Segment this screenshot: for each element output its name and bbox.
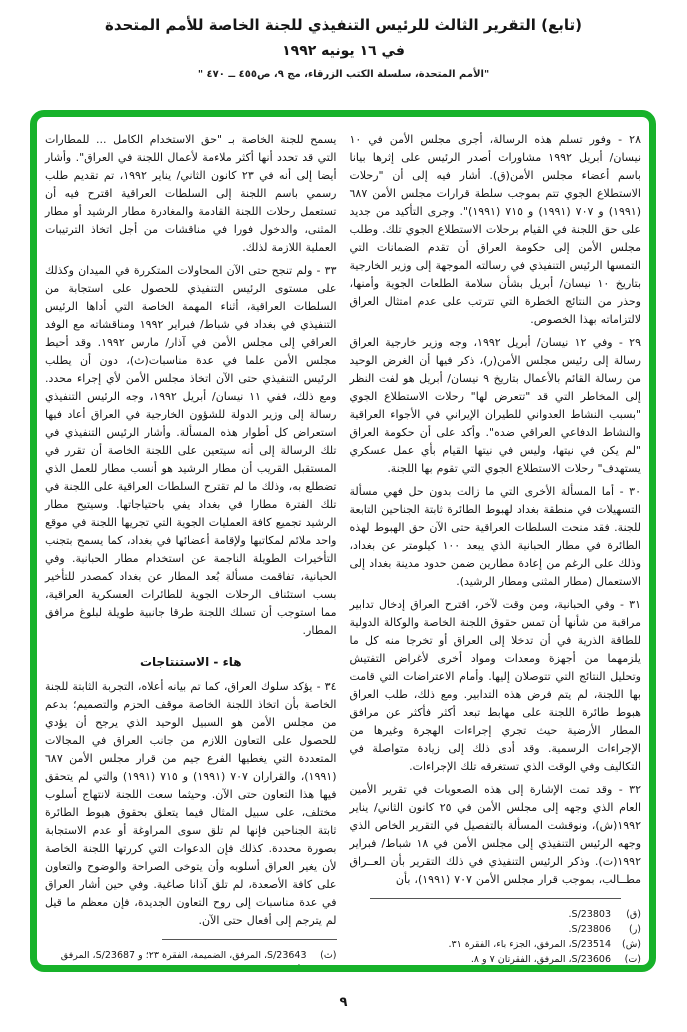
footnote-marker: (ر) — [628, 924, 641, 935]
footnote — [45, 948, 337, 972]
footnote-separator — [370, 898, 621, 899]
paragraph-31: ٣١ - وفي الحبانية، ومن وقت لآخر، اقترح العراق إدخال تدابير مراقبة من شأنها أن تمس حقوق اللجنة الخاصة والوكالة الدولية للطاقة الذرية في أن تدخلا إلى العراق أو تخرجا منه كل ما يلزمهما من أجهزة ومعدات ومواد أخرى لأغراض التفتيش وتحليل النتائج التي تتوصلان إليها. وأمام الاعتراضات التي قامت بها اللجنة، لم يتم فرض هذه التدابير. ومع ذلك، طلب العراق هبوط طائرة اللجنة على مهابط تبعد أكثر فأكثر عن مرافق المطار الأرضية حيث تجري إجراءات الهجرة وغيرها من الإجراءات الرسمية. وقد أدى ذلك إلى زيادة متواصلة في التكاليف وفي الوقت الذي تستغرقه تلك الإجراءات. — [349, 598, 641, 773]
document-title: (تابع) التقرير الثالث للرئيس التنفيذي للجنة الخاصة للأمم المتحدة — [104, 16, 582, 34]
paragraph-30: ٣٠ - أما المسألة الأخرى التي ما زالت بدون حل فهي مسألة التسهيلات في منطقة بغداد لهبوط الطائرة ثابتة الجناحين التابعة للجنة. فقد منحت السلطات العراقية حتى الآن حق الهبوط لهذه الطائرة في مطار الحبانية الذي يبعد ١٠٠ كيلومتر عن بغداد، وذلك على الرغم من إعادة مطارين ضمن حدود مدينة بغداد إلى الاستعمال (مطار المثنى ومطار الرشيد). — [349, 485, 641, 588]
footnote-text: S/23514، المرفق، الجزء باء، الفقرة ٣١. — [448, 939, 611, 950]
footnote-marker: (ث) — [320, 950, 337, 961]
paragraph-33: ٣٣ - ولم تنجح حتى الآن المحاولات المتكررة في الميدان وكذلك على مستوى الرئيس التنفيذي للحصول على استجابة من السلطات العراقية، أثناء المهمة الخاصة التي أداها الرئيس التنفيذي في بغداد في شباط/ فبراير ١٩٩٢ ومناقشاته مع الوفد العراقي إلى مجلس الأمن في آذار/ مارس ١٩٩٢. وقد أحيط مجلس الأمن علما في عدة مناسبات(ث)، دون أن يطلب الرئيس التنفيذي حتى الآن اتخاذ مجلس الأمن لأي إجراء محدد. ومع ذلك، ففي ١١ نيسان/ أبريل ١٩٩٢، وجه الرئيس التنفيذي رسالة إلى وزير الدولة للشؤون الخارجية في العراق أعاد فيها استعراض كل أطوار هذه المسألة. وأشار الرئيس التنفيذي في تلك الرسالة إلى أنه سيتعين على اللجنة الخاصة أن تقرر في المستقبل القريب أن مطار الرشيد هو أنسب مطار للعمل الذي تضطلع به، وذلك ما لم تقترح السلطات العراقية على اللجنة في تلك الفترة مطارا في بغداد يفي باحتياجاتها. وسيتيح مطار الرشيد تجميع كافة العمليات الجوية التي تجريها اللجنة في موقع واحد ملائم لمكاتبها ولإقامة أعضائها في بغداد، كما يسمح بتجنب التأخيرات الطويلة الناجمة عن استخدام مطار الحبانية. وفي الحبانية، تفاقمت مسألة بُعد المطار عن بغداد كمصدر للتأخير بسب استئناف الرحلات الجوية للطائرات العسكرية العراقية، مما استوجب أن تسلك اللجنة طرقا جانبية طويلة لبلوغ مرافق المطار. — [45, 264, 337, 637]
footnote — [350, 937, 642, 952]
column-right — [349, 131, 642, 965]
document-date: في ١٦ يونيه ١٩٩٢ — [282, 43, 405, 59]
footnotes-right — [350, 894, 642, 967]
column-left — [45, 131, 337, 972]
footnote-text: S/23606، المرفق، الفقرتان ٧ و ٨. — [470, 954, 611, 965]
paragraph-32: ٣٢ - وقد تمت الإشارة إلى هذه الصعوبات في تقرير الأمين العام الذي وجهه إلى مجلس الأمن في ٢٥ كانون الثاني/ يناير ١٩٩٢(ش)، ونوقشت المسألة بالتفصيل في التقرير الخاص الذي وجهه الرئيس التنفيذي إلى مجلس الأمن في ١٨ شباط/ فبراير ١٩٩٢(ت). وذكر الرئيس التنفيذي في ذلك التقرير بأن العــراق مطــالب، بموجب قرار مجلس الأمن ٧٠٧ (١٩٩١)، بأن — [349, 783, 642, 886]
footnote — [350, 952, 642, 967]
footnote-marker: (ش) — [621, 939, 641, 950]
document-source-citation: "الأمم المتحدة، سلسلة الكتب الزرقاء، مج ٩، ص٤٥٥ ــ ٤٧٠ " — [197, 69, 490, 80]
footnote — [350, 922, 642, 937]
footnote-text: S/23643، المرفق، الضميمة، الفقرة ٢٣؛ و S/23687، المرفق الأول، الفقرة ١٧. — [60, 950, 307, 972]
footnote-text: S/23806. — [568, 924, 611, 935]
paragraph-29: ٢٩ - وفي ١٢ نيسان/ أبريل ١٩٩٢، وجه وزير خارجية العراق رسالة إلى رئيس مجلس الأمن(ر)، ذكر فيها أن الغرض الوحيد من رسالة القائم بالأعمال بتاريخ ٩ نيسان/ أبريل هو لفت النظر إلى المخاطر التي قد "تتعرض لها" رحلات الاستطلاع الجوي "بسبب النشاط العدواني للطيران الإيراني في الأجواء العراقية والنشاط الدفاعي العراقي ضده". وأكد على أن حكومة العراق "لم يكن في نيتها، وليس في نيتها القيام بأي عمل عسكري يستهدف" رحلات الاستطلاع الجوي التي تقوم بها اللجنة. — [349, 336, 641, 475]
footnote-text: S/23803. — [568, 909, 611, 920]
section-heading-conclusions: هاء - الاستنتاجات — [139, 655, 242, 669]
content-frame — [30, 110, 656, 972]
footnote-marker: (ت) — [624, 954, 641, 965]
paragraph-28: ٢٨ - وفور تسلم هذه الرسالة، أجرى مجلس الأمن في ١٠ نيسان/ أبريل ١٩٩٢ مشاورات أصدر الرئيس على إثرها بيانا باسم أعضاء مجلس الأمن(ق). أشار فيه إلى أن "رحلات الاستطلاع الجوي تتم بموجب سلطة قرارات مجلس الأمن ٦٨٧ (١٩٩١) و ٧٠٧ (١٩٩١) و ٧١٥ (١٩٩١)". وجرى التأكيد من جديد على حق اللجنة في القيام برحلات الاستطلاع الجوي تلك. وطلب مجلس الأمن إلى حكومة العراق أن تقدم الضمانات التي التمسها الرئيس التنفيذي في رسالته الموجهة إلى وزير الخارجية بتاريخ ١٠ نيسان/ أبريل بشأن سلامة الطلعات الجوية وأمنها، وحذر من النتائج الخطرة التي تترتب على عدم امتثال العراق لالتزاماته بهذا الخصوص. — [349, 133, 642, 326]
footnote-marker: (ق) — [626, 909, 641, 920]
footnote — [350, 907, 642, 922]
paragraph-continuation: يسمح للجنة الخاصة بـ "حق الاستخدام الكامل ... للمطارات التي قد تحدد أنها أكثر ملاءمة لأعمال اللجنة في العراق". وأشار أيضا إلى أنه في ٢٣ كانون الثاني/ يناير ١٩٩٢، تم تقديم طلب رسمي باسم اللجنة إلى السلطات العراقية اقترح فيه أن تستعمل رحلات اللجنة القادمة والمغادرة مطار الرشيد أو مطار المثنى، والدخول فورا في مناقشات من أجل اتخاذ الترتيبات العملية اللازمة لذلك. — [45, 133, 337, 254]
document-header — [0, 16, 687, 80]
footnote-separator — [162, 939, 337, 940]
paragraph-34: ٣٤ - يؤكد سلوك العراق، كما تم بيانه أعلاه، التجربة الثابتة للجنة الخاصة بأن اتخاذ اللجنة الخاصة موقف الحزم والتصميم؛ بدعم من مجلس الأمن هو السبيل الوحيد الذي يرجح أن يؤدي للحصول على التعاون اللازم من جانب العراق في المجالات المتعددة التي يغطيها الفرع جيم من قرار مجلس الأمن ٦٨٧ (١٩٩١)، والقراران ٧٠٧ (١٩٩١) و ٧١٥ (١٩٩١) والتي لم يتحقق فيها هذا التعاون حتى الآن. وحيثما سعت اللجنة لانتهاج أسلوب مختلف، على سبيل المثال فيما يتعلق بحقوق هبوط الطائرة ثابتة الجناحين فإنها لم تلق سوى المراوغة أو عدم الاستجابة بصورة محددة. كذلك فإن الدعوات التي كررتها اللجنة الخاصة لأن يغير العراق أسلوبه وأن يتوخى الصراحة والوضوح والتعاون على كافة الأصعدة، لم تلق آذانا صاغية. وفي حين أشار العراق في عدة مناسبات إلى روح التعاون الجديدة، فإن معظم ما قيل لم يترجم إلى أفعال حتى الآن. — [45, 680, 337, 927]
page-number: ٩ — [339, 995, 348, 1010]
footnotes-left — [45, 935, 337, 972]
